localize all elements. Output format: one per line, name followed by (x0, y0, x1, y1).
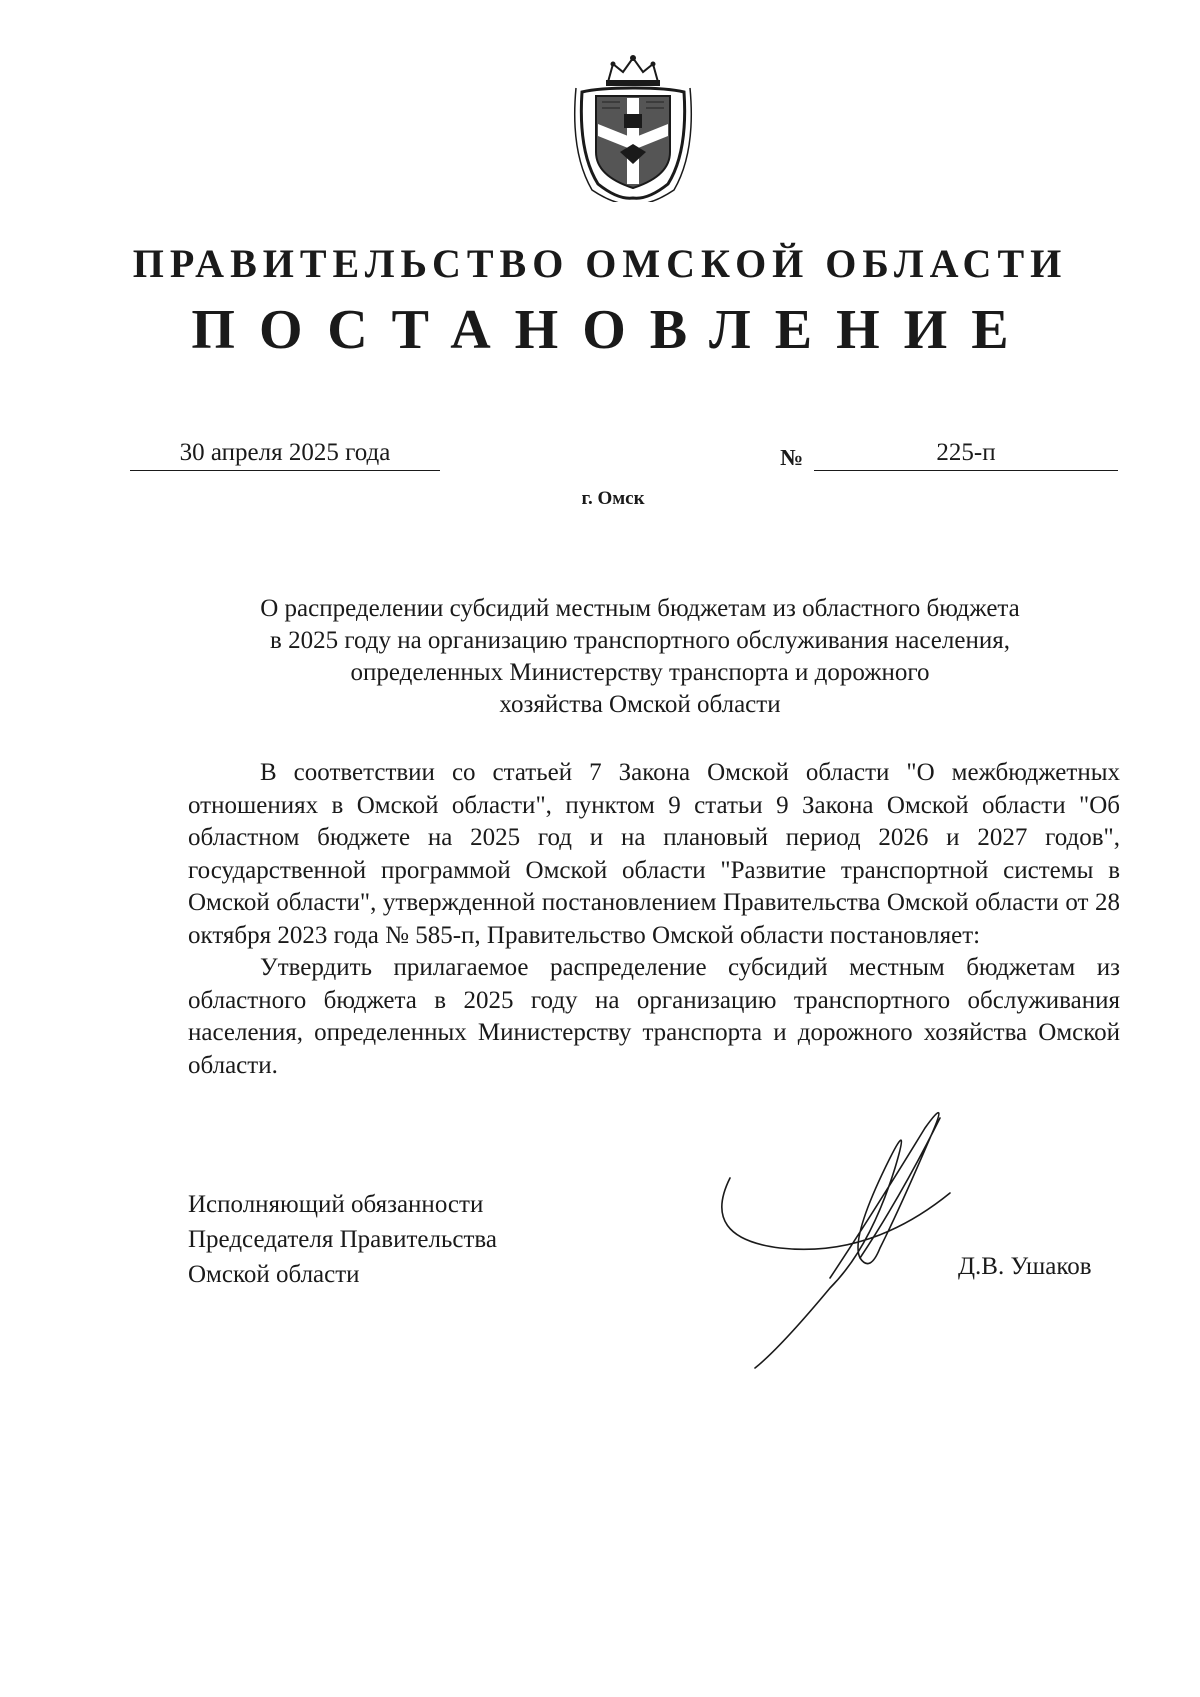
document-number: 225-п (814, 438, 1118, 471)
number-sign: № (780, 445, 804, 470)
signer-position (188, 1187, 497, 1292)
document-body (188, 757, 1120, 1082)
government-title: ПРАВИТЕЛЬСТВО ОМСКОЙ ОБЛАСТИ (132, 241, 1068, 286)
subject-line: в 2025 году на организацию транспортного обслуживания населения, (270, 627, 1010, 654)
signer-position-line: Исполняющий обязанности (188, 1191, 484, 1218)
subject-line: О распределении субсидий местным бюджетам из областного бюджета (260, 595, 1020, 622)
body-paragraph: В соответствии со статьей 7 Закона Омской области "О межбюджетных отношениях в Омской области", пунктом 9 статьи 9 Закона Омской области "Об областном бюджете на 2025 год и на плановый период 2026 и 2027 годов", государственной программой Омской области "Развитие транспортной системы в Омской области", утвержденной постановлением Правительства Омской области от 28 октября 2023 года № 585-п, Правительство Омской области постановляет: (188, 759, 1120, 949)
handwritten-signature-icon (720, 1098, 1020, 1398)
subject-line: определенных Министерству транспорта и дорожного (350, 659, 930, 686)
omsk-coat-of-arms-icon (568, 52, 698, 202)
document-city: г. Омск (581, 488, 645, 509)
signer-position-line: Омской области (188, 1261, 360, 1288)
signer-position-line: Председателя Правительства (188, 1226, 497, 1253)
document-subject (160, 593, 1120, 721)
subject-line: хозяйства Омской области (499, 691, 781, 718)
document-date: 30 апреля 2025 года (130, 438, 440, 471)
body-paragraph: Утвердить прилагаемое распределение субсидий местным бюджетам из областного бюджета в 2025 году на организацию транспортного обслуживания населения, определенных Министерству транспорта и дорожного хозяйства Омской области. (188, 954, 1120, 1079)
document-type-title: ПОСТАНОВЛЕНИЕ (191, 299, 1033, 361)
signer-name: Д.В. Ушаков (958, 1253, 1092, 1280)
